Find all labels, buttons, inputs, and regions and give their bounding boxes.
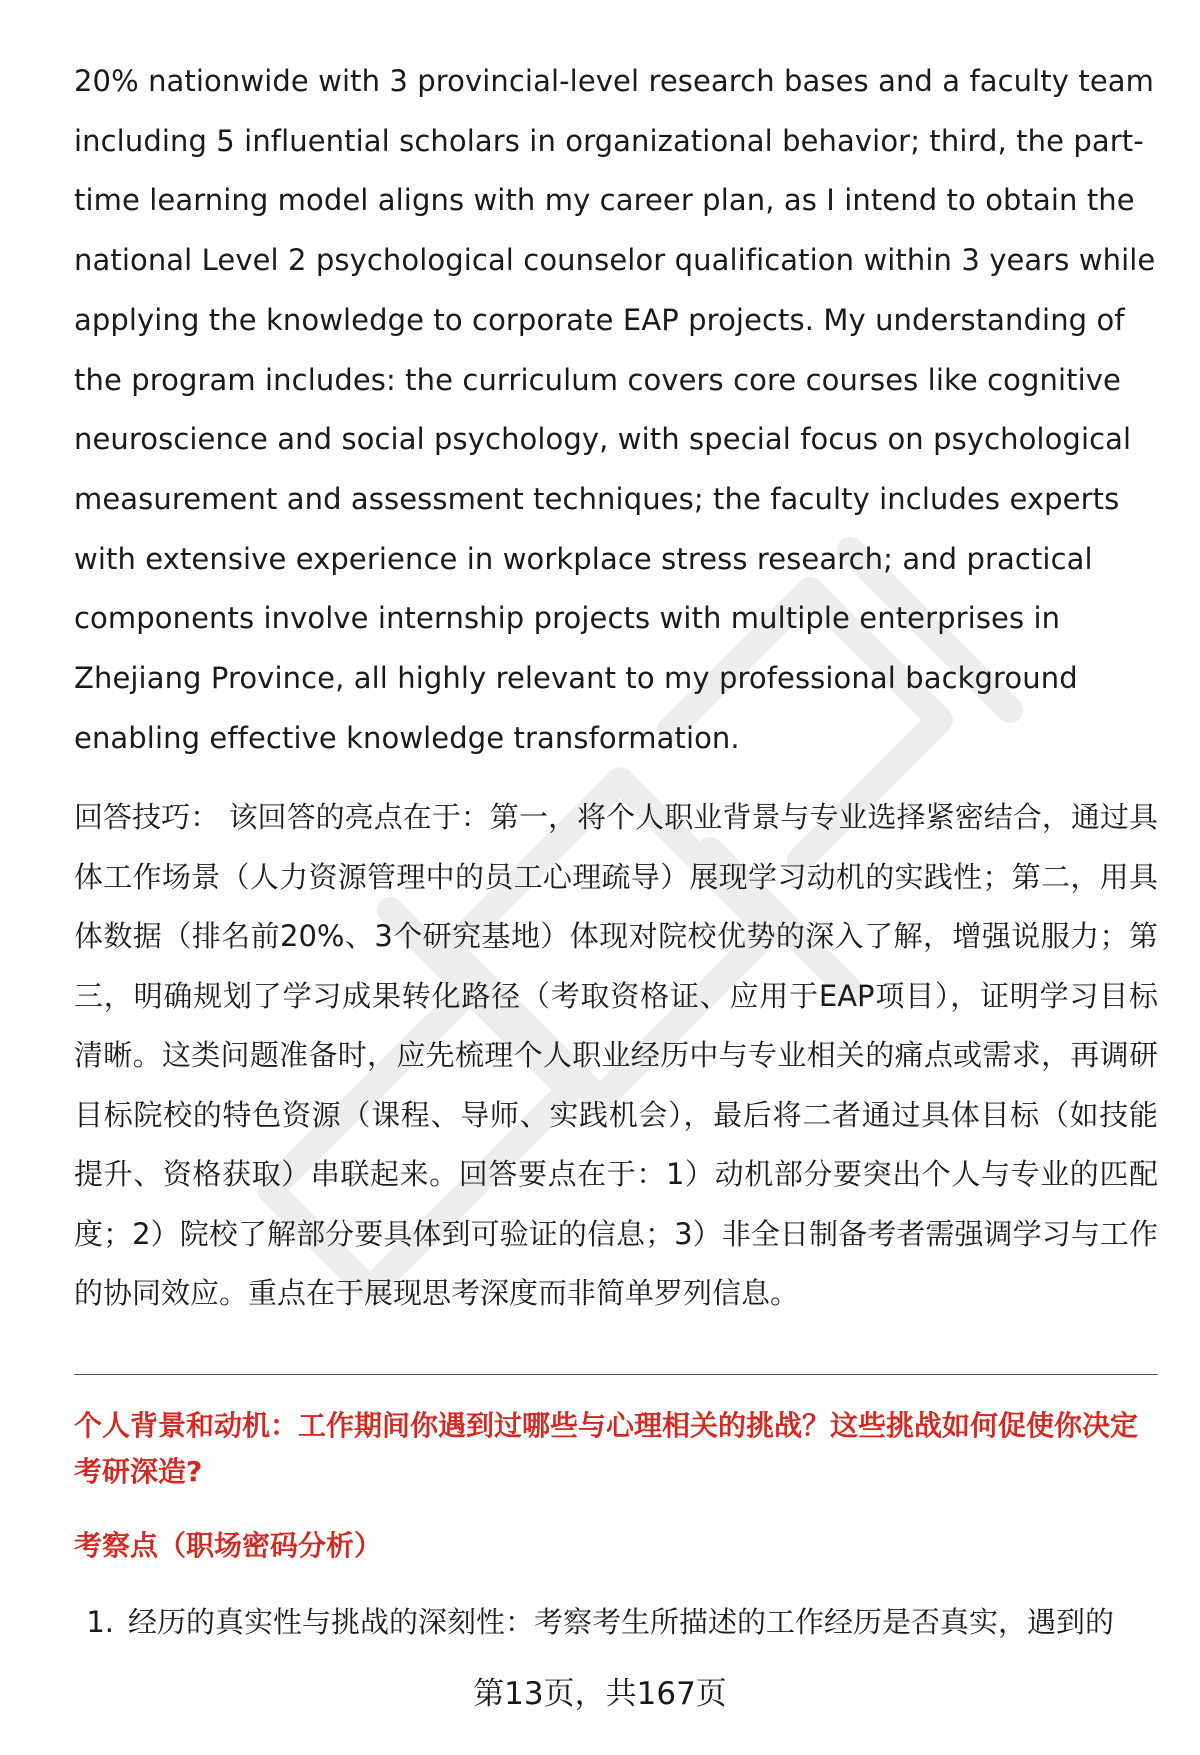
section-divider <box>74 1374 1158 1375</box>
assessment-subheading: 考察点（职场密码分析） <box>74 1528 383 1562</box>
assessment-list <box>74 1599 1158 1645</box>
page-content <box>74 52 1158 1645</box>
page-footer: 第13页，共167页 <box>473 1676 727 1712</box>
list-item-number: 1. <box>86 1604 114 1639</box>
answer-tips-paragraph: 回答技巧： 该回答的亮点在于：第一，将个人职业背景与专业选择紧密结合，通过具体工作场景（人力资源管理中的员工心理疏导）展现学习动机的实践性；第二，用具体数据（排名前20%、3个研究基地）体现对院校优势的深入了解，增强说服力；第三，明确规划了学习成果转化路径（考取资格证、应用于EAP项目），证明学习目标清晰。这类问题准备时，应先梳理个人职业经历中与专业相关的痛点或需求，再调研目标院校的特色资源（课程、导师、实践机会），最后将二者通过具体目标（如技能提升、资格获取）串联起来。回答要点在于：1）动机部分要突出个人与专业的匹配度；2）院校了解部分要具体到可验证的信息；3）非全日制备考者需强调学习与工作的协同效应。重点在于展现思考深度而非简单罗列信息。 <box>74 800 1158 1311</box>
question-heading: 个人背景和动机：工作期间你遇到过哪些与心理相关的挑战？这些挑战如何促使你决定考研深造? <box>74 1408 1139 1488</box>
list-item-text: 经历的真实性与挑战的深刻性：考察考生所描述的工作经历是否真实，遇到的 <box>128 1604 1115 1639</box>
english-answer-paragraph: 20% nationwide with 3 provincial-level research bases and a faculty team including 5 influential scholars in organizational behavior; third, the part-time learning model aligns with my career plan, as I intend to obtain the national Level 2 psychological counselor qualification within 3 years while applying the knowledge to corporate EAP projects. My understanding of the program includes: the curriculum covers core courses like cognitive neuroscience and social psychology, with special focus on psychological measurement and assessment techniques; the faculty includes experts with extensive experience in workplace stress research; and practical components involve internship projects with multiple enterprises in Zhejiang Province, all highly relevant to my professional background enabling effective knowledge transformation. <box>74 64 1156 755</box>
list-item <box>74 1599 1158 1645</box>
